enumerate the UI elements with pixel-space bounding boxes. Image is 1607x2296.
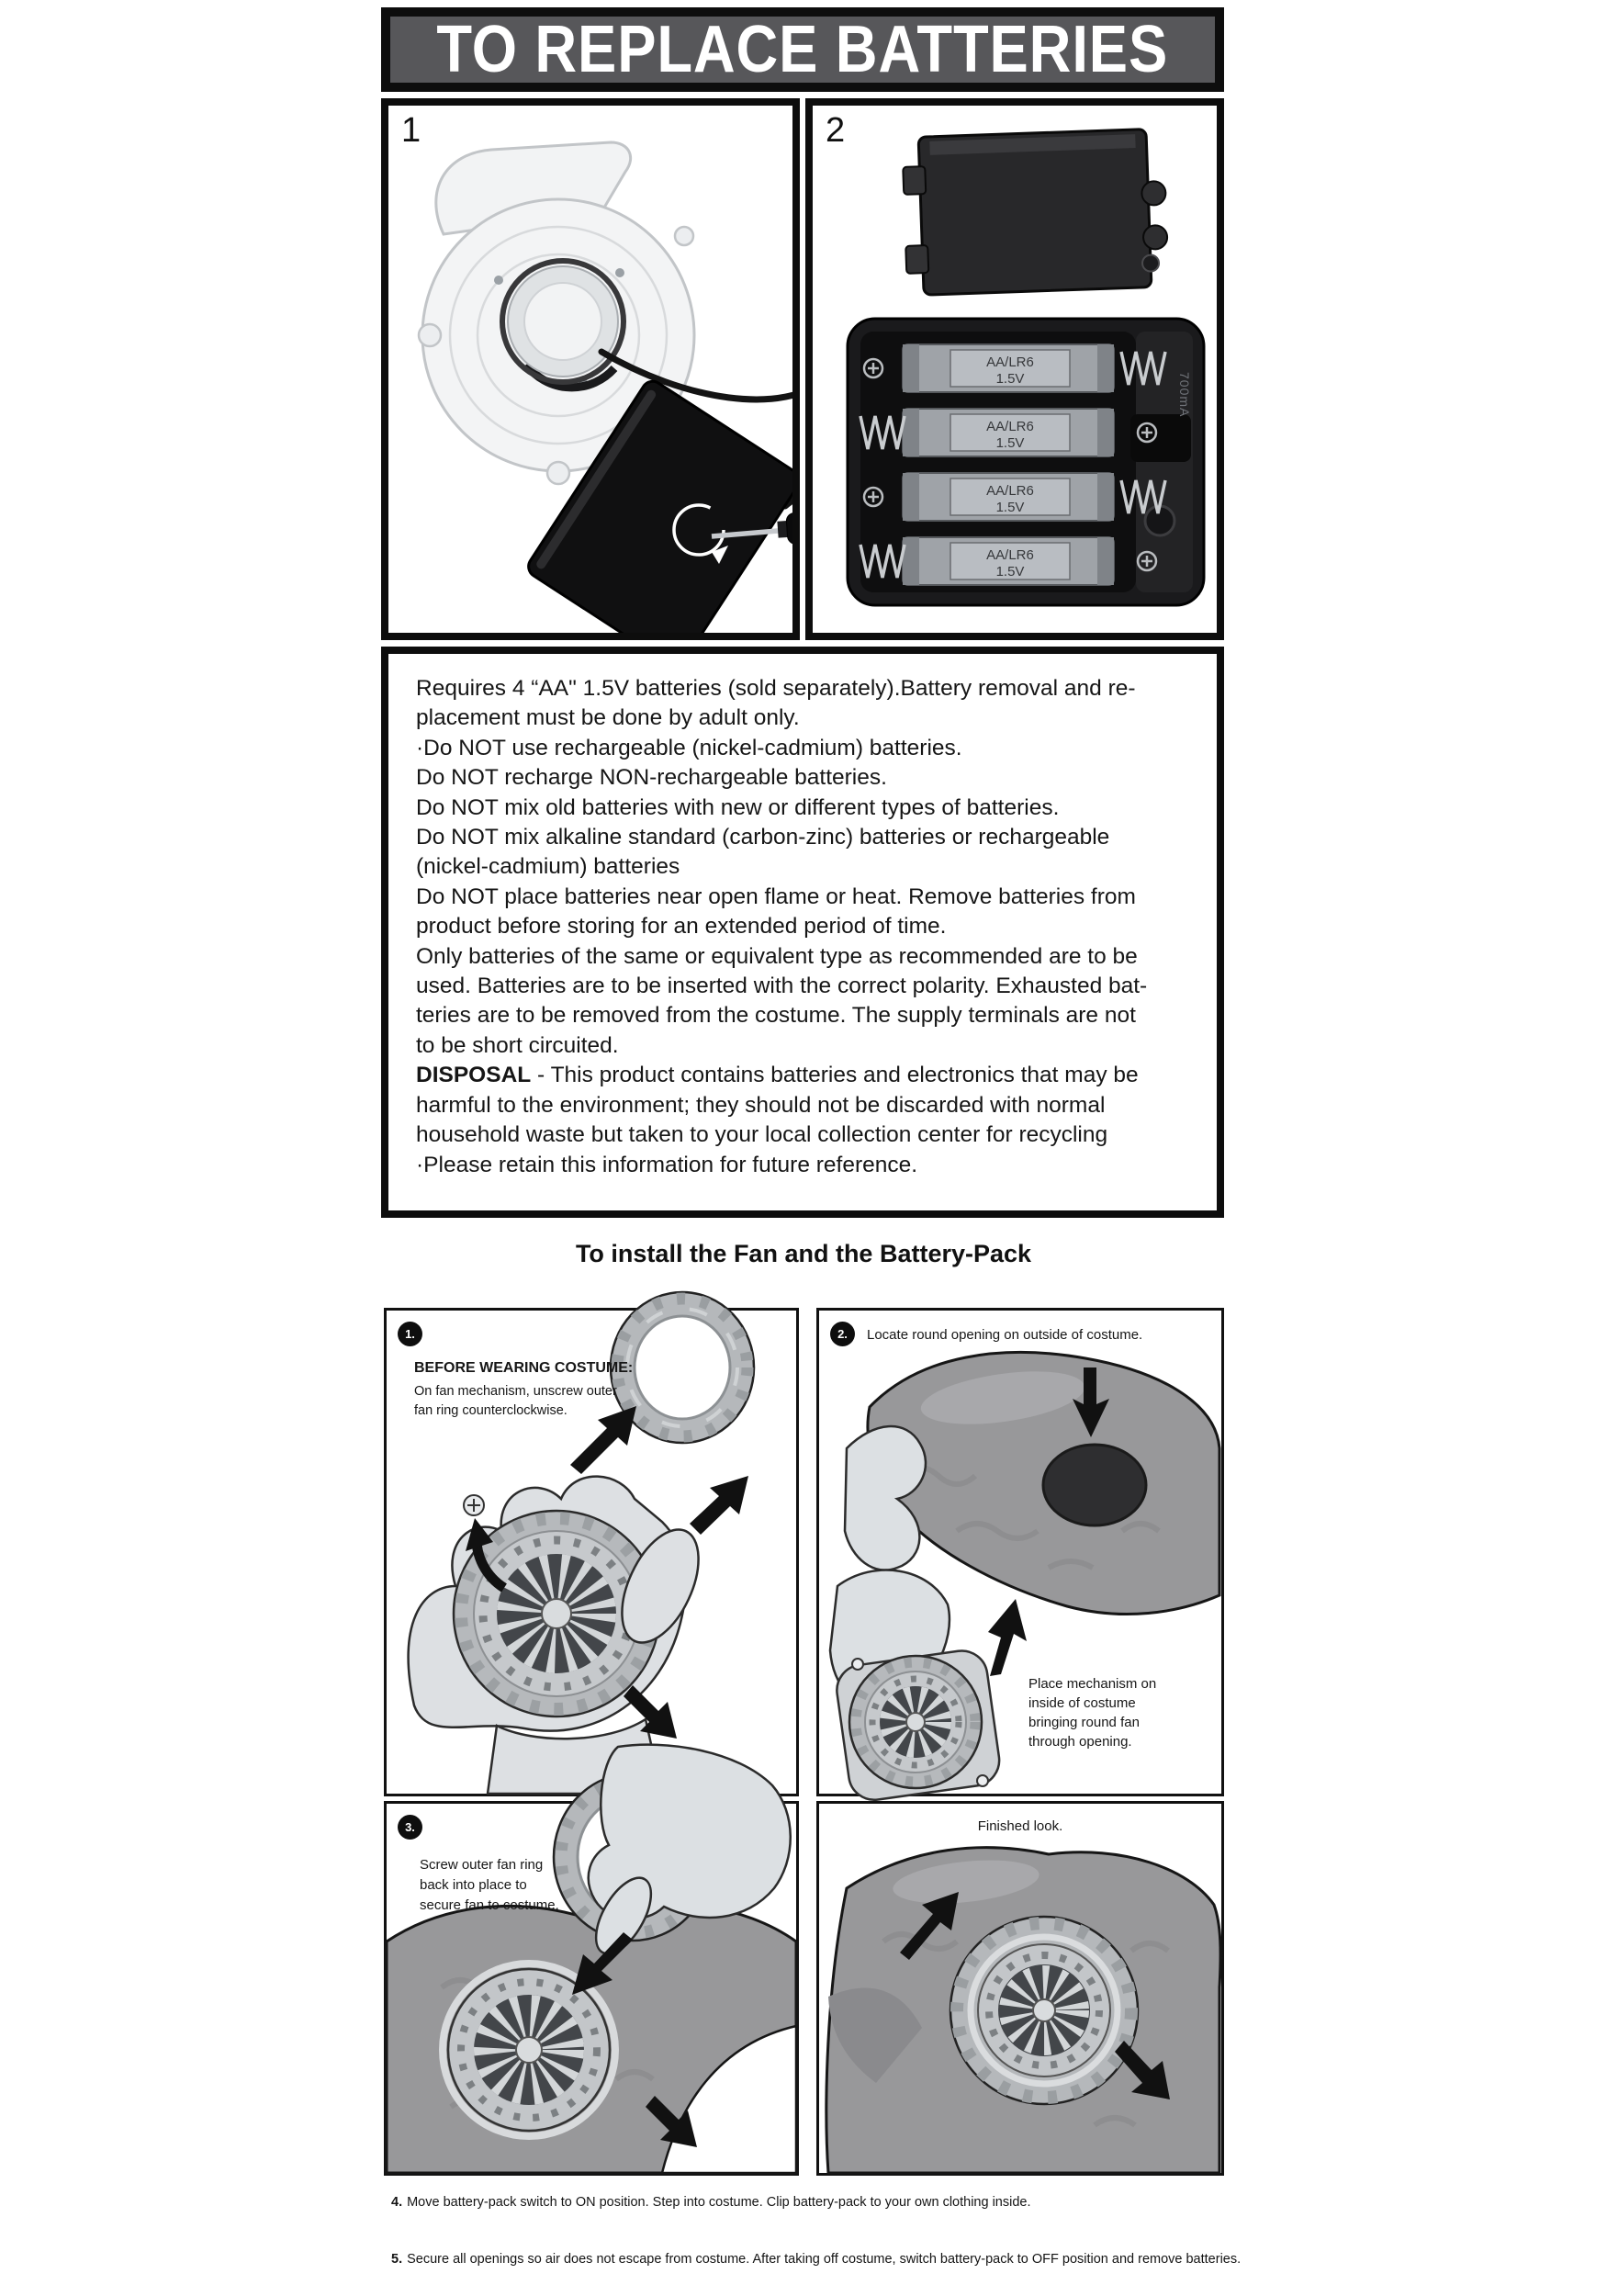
warning-line: Requires 4 “AA" 1.5V batteries (sold separately).Battery removal and re- xyxy=(416,676,1136,701)
fan-mechanism xyxy=(834,1648,1003,1804)
footer-step-5-text: Secure all openings so air does not escape from costume. After taking off costume, switch battery-pack to OFF position and remove batteries. xyxy=(407,2252,1242,2267)
pack-marking-text: 700mA xyxy=(1177,372,1192,418)
battery-label: AA/LR6 xyxy=(986,483,1034,499)
panel-2-number: 2 xyxy=(826,111,846,150)
step-2-subcaption: Place mechanism on inside of costume bringing round fan through opening. xyxy=(1028,1676,1157,1750)
battery-label: AA/LR6 xyxy=(986,419,1034,434)
warning-line: Do NOT mix alkaline standard (carbon-zinc) batteries or rechargeable xyxy=(416,825,1110,850)
panel-1-number: 1 xyxy=(401,111,421,150)
warning-line: Do NOT recharge NON-rechargeable batteries. xyxy=(416,765,887,791)
fan-mechanism xyxy=(443,1964,615,2136)
battery-label: AA/LR6 xyxy=(986,355,1034,370)
finished-look-caption: Finished look. xyxy=(977,1818,1063,1834)
disposal-text: - This product contains batteries and electronics that may be xyxy=(531,1063,1139,1088)
arrow-icon xyxy=(570,1406,636,1474)
fan-and-pack-photo xyxy=(388,106,792,633)
battery-volt: 1.5V xyxy=(995,500,1025,515)
screw-icon xyxy=(464,1495,484,1515)
step-3-line: Screw outer fan ring xyxy=(420,1857,544,1873)
step-1-illustration xyxy=(387,1311,796,1794)
footer-step-4 xyxy=(391,2195,1031,2210)
step-3-line: back into place to xyxy=(420,1877,527,1893)
photo-panel-1 xyxy=(381,98,800,640)
round-opening xyxy=(1043,1445,1146,1525)
warning-line: Do NOT mix old batteries with new or different types of batteries. xyxy=(416,794,1060,820)
step-1-title: BEFORE WEARING COSTUME: xyxy=(414,1360,634,1376)
photo-panel-2 xyxy=(805,98,1224,640)
arrow-icon xyxy=(690,1476,748,1535)
step-3-badge: 3. xyxy=(398,1815,422,1840)
footer-step-5-number: 5. xyxy=(391,2252,403,2267)
footer-step-4-text: Move battery-pack switch to ON position. Step into costume. Clip battery-pack to your own clothing inside. xyxy=(407,2195,1031,2210)
install-section-heading: To install the Fan and the Battery-Pack xyxy=(575,1240,1032,1267)
install-step-3-panel xyxy=(384,1801,799,2176)
step-2-illustration xyxy=(819,1311,1221,1794)
battery-volt: 1.5V xyxy=(995,435,1025,451)
fan-with-ring xyxy=(950,1917,1138,2104)
battery-holder xyxy=(848,319,1204,605)
disposal-line xyxy=(416,1061,1200,1090)
warning-line: teries are to be removed from the costume. The supply terminals are not xyxy=(416,1003,1136,1029)
warning-line: to be short circuited. xyxy=(416,1032,619,1058)
battery-volt: 1.5V xyxy=(995,564,1025,580)
battery-volt: 1.5V xyxy=(995,371,1025,387)
warning-line: harmful to the environment; they should not be discarded with normal xyxy=(416,1092,1106,1118)
step-3-line: secure fan to costume. xyxy=(420,1897,559,1913)
step-1-line: fan ring counterclockwise. xyxy=(414,1403,568,1418)
footer-step-5 xyxy=(391,2252,1241,2267)
warning-line: used. Batteries are to be inserted with the correct polarity. Exhausted bat- xyxy=(416,974,1148,999)
step-1-line: On fan mechanism, unscrew outer xyxy=(414,1384,617,1399)
disposal-label: DISPOSAL xyxy=(416,1063,532,1088)
install-step-2-panel xyxy=(816,1308,1224,1796)
warning-line: Do NOT place batteries near open flame or heat. Remove batteries from xyxy=(416,884,1136,909)
warning-line: (nickel-cadmium) batteries xyxy=(416,854,680,880)
warning-line: ·Do NOT use rechargeable (nickel-cadmium) batteries. xyxy=(416,735,962,760)
warning-line: household waste but taken to your local collection center for recycling xyxy=(416,1122,1108,1148)
footer-step-4-number: 4. xyxy=(391,2195,403,2210)
battery-holder-photo xyxy=(813,106,1217,633)
warning-line: product before storing for an extended period of time. xyxy=(416,914,947,940)
step-1-badge: 1. xyxy=(398,1322,422,1346)
warning-line: ·Please retain this information for future reference. xyxy=(416,1152,918,1177)
warning-line: placement must be done by adult only. xyxy=(416,705,800,731)
battery-warning-text xyxy=(381,647,1224,1218)
install-step-1-panel xyxy=(384,1308,799,1796)
battery-door xyxy=(902,129,1169,296)
page-title: TO REPLACE BATTERIES xyxy=(436,13,1169,86)
replace-batteries-header xyxy=(381,7,1224,92)
warning-line: Only batteries of the same or equivalent type as recommended are to be xyxy=(416,943,1138,969)
battery-label: AA/LR6 xyxy=(986,547,1034,563)
step-2-caption: Locate round opening on outside of costume. xyxy=(867,1327,1143,1343)
install-step-4-panel xyxy=(816,1801,1224,2176)
step-4-illustration xyxy=(819,1804,1221,2173)
step-2-badge: 2. xyxy=(830,1322,855,1346)
arrow-icon xyxy=(988,1599,1027,1676)
